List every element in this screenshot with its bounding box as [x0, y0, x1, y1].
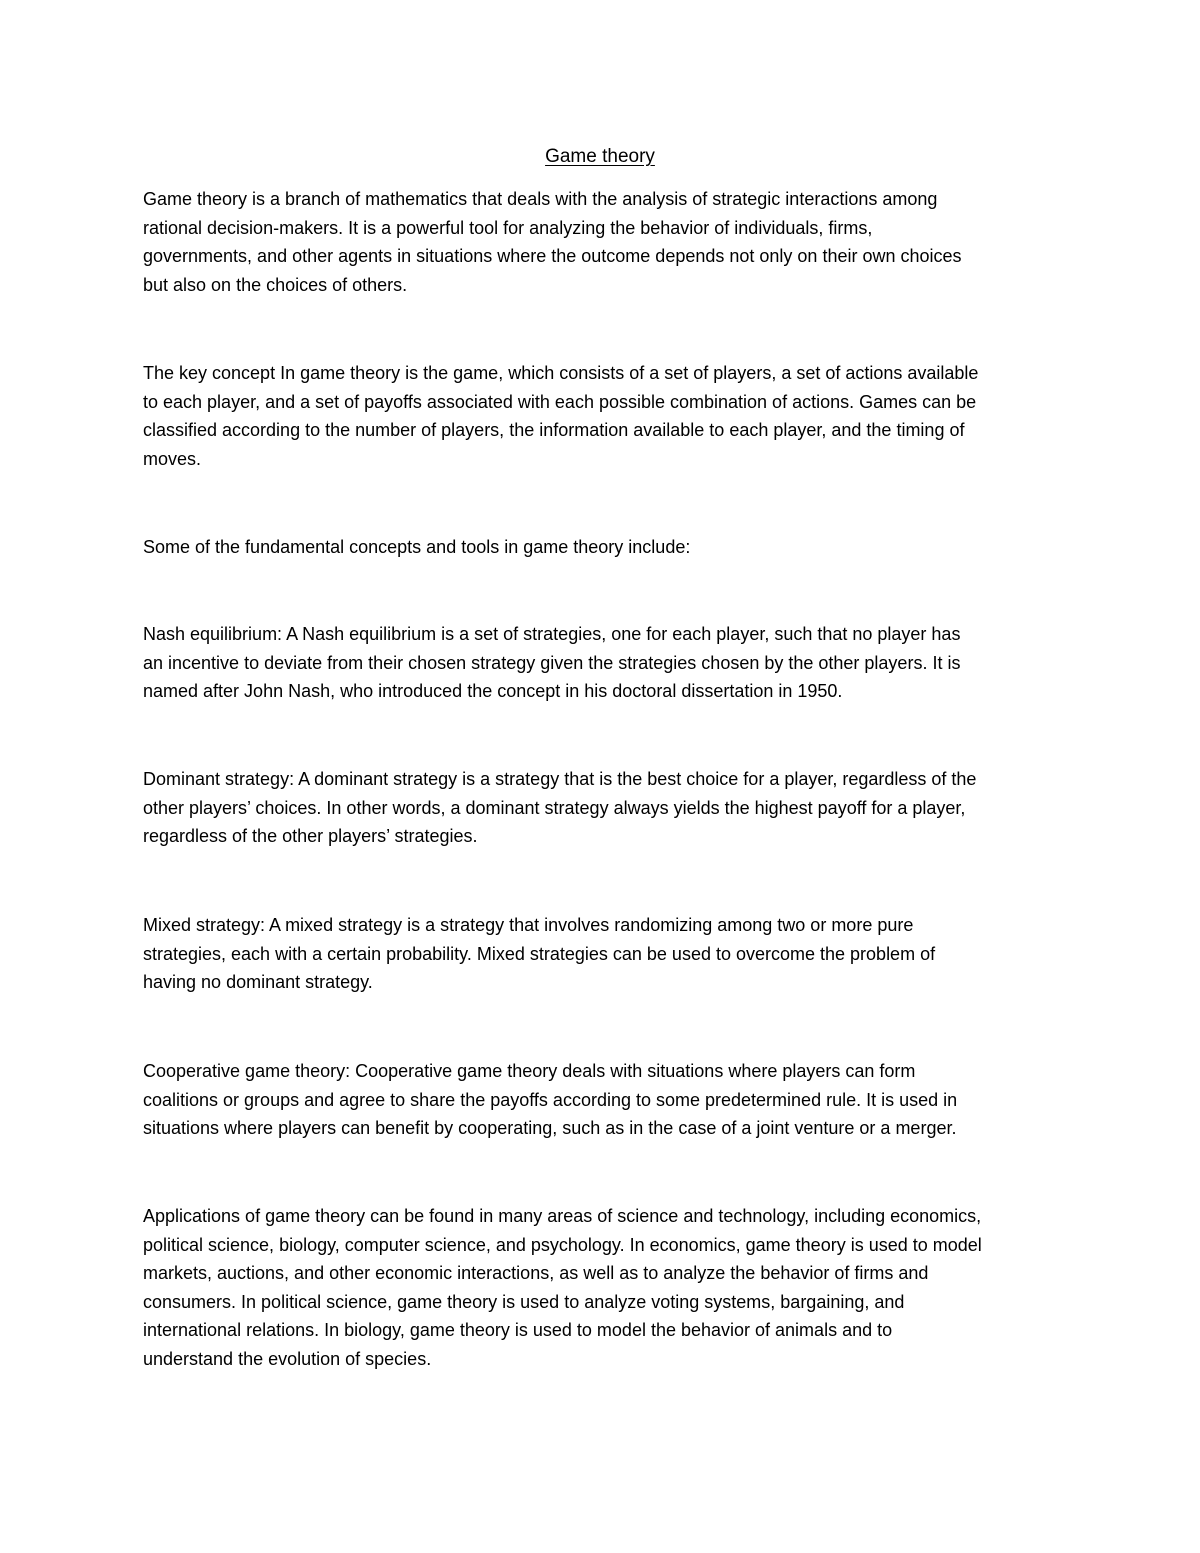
- document-title: Game theory: [545, 146, 655, 167]
- paragraph-dominant-strategy: Dominant strategy: A dominant strategy is a strategy that is the best choice for a player, regardless of the other players’ choices. In other words, a dominant strategy always yields the highest payoff for a player, regardless of the other players’ strategies.: [143, 769, 977, 847]
- paragraph-key-concept: The key concept In game theory is the game, which consists of a set of players, a set of actions available to each player, and a set of payoffs associated with each possible combination of actions. Games can be classified according to the number of players, the information available to each player, and the timing of moves.: [143, 363, 979, 469]
- paragraph-mixed-strategy: Mixed strategy: A mixed strategy is a strategy that involves randomizing among two or more pure strategies, each with a certain probability. Mixed strategies can be used to overcome the problem of having no dominant strategy.: [143, 915, 936, 993]
- paragraph-nash-equilibrium: Nash equilibrium: A Nash equilibrium is a set of strategies, one for each player, such that no player has an incentive to deviate from their chosen strategy given the strategies chosen by the other players. It is named after John Nash, who introduced the concept in his doctoral dissertation in 1950.: [143, 624, 961, 702]
- paragraph-applications: Applications of game theory can be found in many areas of science and technology, including economics, political science, biology, computer science, and psychology. In economics, game theory is used to model markets, auctions, and other economic interactions, as well as to analyze the behavior of firms and consumers. In political science, game theory is used to analyze voting systems, bargaining, and international relations. In biology, game theory is used to model the behavior of animals and to understand the evolution of species.: [143, 1206, 982, 1369]
- paragraph-cooperative-game-theory: Cooperative game theory: Cooperative game theory deals with situations where players can form coalitions or groups and agree to share the payoffs according to some predetermined rule. It is used in situations where players can benefit by cooperating, such as in the case of a joint venture or a merger.: [143, 1061, 958, 1139]
- paragraph-fundamental-concepts-intro: Some of the fundamental concepts and tools in game theory include:: [143, 537, 691, 557]
- paragraph-introduction: Game theory is a branch of mathematics that deals with the analysis of strategic interactions among rational decision-makers. It is a powerful tool for analyzing the behavior of individuals, firms, governments, and other agents in situations where the outcome depends not only on their own choices but also on the choices of others.: [143, 189, 962, 295]
